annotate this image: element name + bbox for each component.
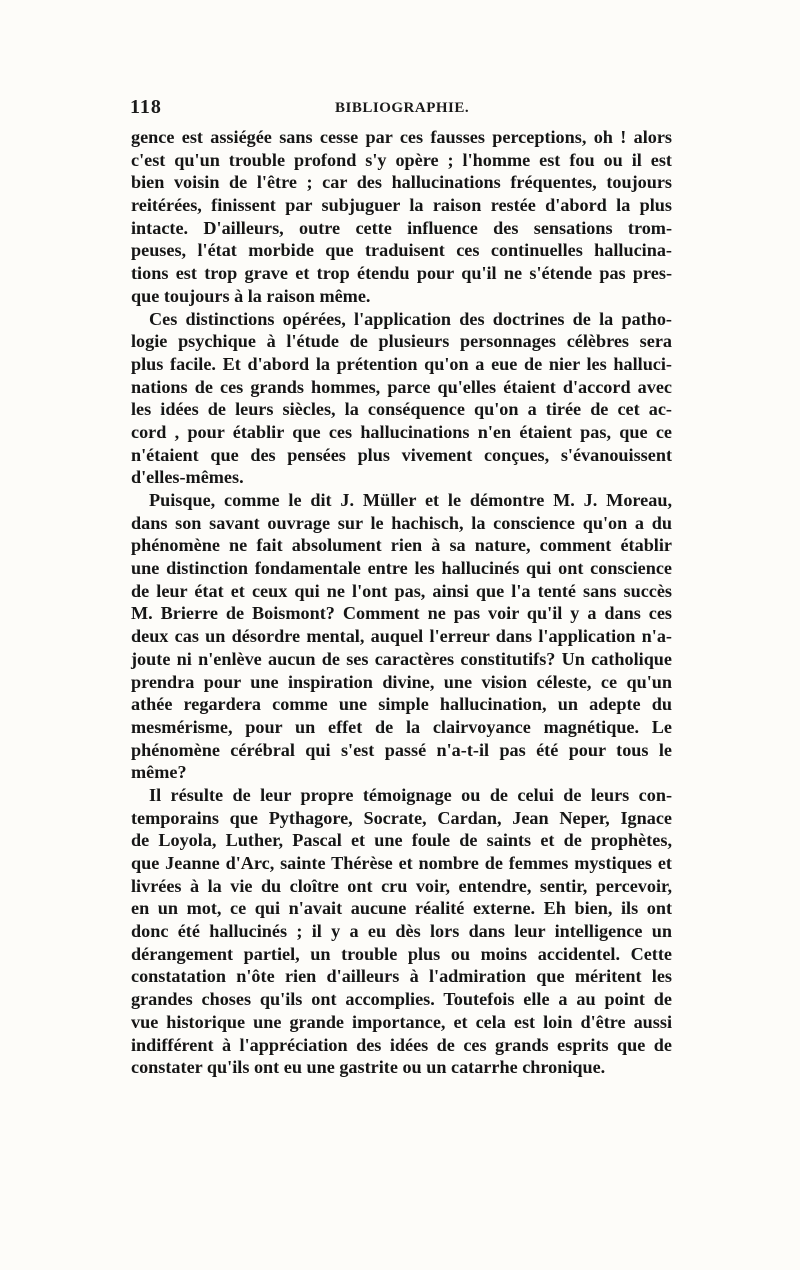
text-line: dérangement partiel, un trouble plus ou moins accidentel. Cette xyxy=(131,943,672,964)
text-line: cord , pour établir que ces hallucinations n'en étaient pas, que ce xyxy=(131,421,672,442)
text-line: vue historique une grande importance, et cela est loin d'être aussi xyxy=(131,1011,672,1032)
text-line: que Jeanne d'Arc, sainte Thérèse et nombre de femmes mystiques et xyxy=(131,853,672,873)
text-line: phénomène ne fait absolument rien à sa nature, comment établir xyxy=(131,535,672,556)
text-line: livrées à la vie du cloître ont cru voir, entendre, sentir, percevoir, xyxy=(131,875,672,896)
text-line: mesmérisme, pour un effet de la clairvoyance magnétique. Le xyxy=(131,716,672,737)
text-line: d'elles-mêmes. xyxy=(131,467,244,488)
text-line: deux cas un désordre mental, auquel l'erreur dans l'application n'a- xyxy=(131,626,672,647)
text-line: même? xyxy=(131,762,187,783)
text-line: phénomène cérébral qui s'est passé n'a-t-il pas été pour tous le xyxy=(131,739,672,760)
text-line: grandes choses qu'ils ont accomplies. Toutefois elle a au point de xyxy=(131,989,672,1010)
text-line: athée regardera comme une simple hallucination, un adepte du xyxy=(131,694,672,715)
page-number: 118 xyxy=(130,96,162,118)
paragraph xyxy=(131,126,672,308)
text-line: logie psychique à l'étude de plusieurs personnages célèbres sera xyxy=(131,331,672,352)
text-line: temporains que Pythagore, Socrate, Cardan, Jean Neper, Ignace xyxy=(131,807,672,828)
text-line: Il résulte de leur propre témoignage ou de celui de leurs con- xyxy=(149,784,672,805)
text-line: dans son savant ouvrage sur le hachisch, la conscience qu'on a du xyxy=(131,512,672,533)
paragraph xyxy=(131,784,672,1079)
text-line: constatation n'ôte rien d'ailleurs à l'admiration que méritent les xyxy=(131,966,672,987)
text-line: peuses, l'état morbide que traduisent ces continuelles hallucina- xyxy=(131,240,672,261)
text-line: joute ni n'enlève aucun de ses caractères constitutifs? Un catholique xyxy=(131,648,672,669)
text-line: prendra pour une inspiration divine, une vision céleste, ce qu'un xyxy=(131,671,672,692)
text-line: une distinction fondamentale entre les hallucinés qui ont conscience xyxy=(131,558,672,579)
text-line: donc été hallucinés ; il y a eu dès lors dans leur intelligence un xyxy=(131,921,672,942)
text-line: tions est trop grave et trop étendu pour qu'il ne s'étende pas pres- xyxy=(131,263,672,284)
text-line: constater qu'ils ont eu une gastrite ou un catarrhe chronique. xyxy=(131,1057,606,1078)
text-line: de leur état et ceux qui ne l'ont pas, ainsi que l'a tenté sans succès xyxy=(131,580,672,601)
paragraph xyxy=(131,489,672,784)
page-header xyxy=(130,96,670,120)
text-line: intacte. D'ailleurs, outre cette influence des sensations trom- xyxy=(131,217,672,238)
text-line: bien voisin de l'être ; car des hallucinations fréquentes, toujours xyxy=(131,172,672,193)
text-line: reitérées, finissent par subjuguer la raison restée d'abord la plus xyxy=(131,195,672,216)
text-line: n'étaient que des pensées plus vivement conçues, s'évanouissent xyxy=(131,444,672,465)
text-line: que toujours à la raison même. xyxy=(131,285,371,306)
text-line: M. Brierre de Boismont? Comment ne pas voir qu'il y a dans ces xyxy=(131,603,672,624)
text-line: Puisque, comme le dit J. Müller et le démontre M. J. Moreau, xyxy=(149,490,672,510)
running-title: BIBLIOGRAPHIE. xyxy=(335,100,470,116)
text-line: indifférent à l'appréciation des idées de ces grands esprits que de xyxy=(131,1034,672,1055)
text-line: les idées de leurs siècles, la conséquence qu'on a tirée de cet ac- xyxy=(131,399,672,420)
text-line: c'est qu'un trouble profond s'y opère ; l'homme est fou ou il est xyxy=(131,149,672,170)
paragraph xyxy=(131,308,672,490)
text-line: nations de ces grands hommes, parce qu'elles étaient d'accord avec xyxy=(131,376,672,397)
body-text xyxy=(131,126,672,1079)
text-line: gence est assiégée sans cesse par ces fausses perceptions, oh ! alors xyxy=(131,127,672,147)
text-line: en un mot, ce qui n'avait aucune réalité externe. Eh bien, ils ont xyxy=(131,898,672,919)
text-line: plus facile. Et d'abord la prétention qu'on a eue de nier les halluci- xyxy=(131,353,672,374)
text-line: de Loyola, Luther, Pascal et une foule de saints et de prophètes, xyxy=(131,830,672,851)
text-line: Ces distinctions opérées, l'application des doctrines de la patho- xyxy=(149,308,672,329)
